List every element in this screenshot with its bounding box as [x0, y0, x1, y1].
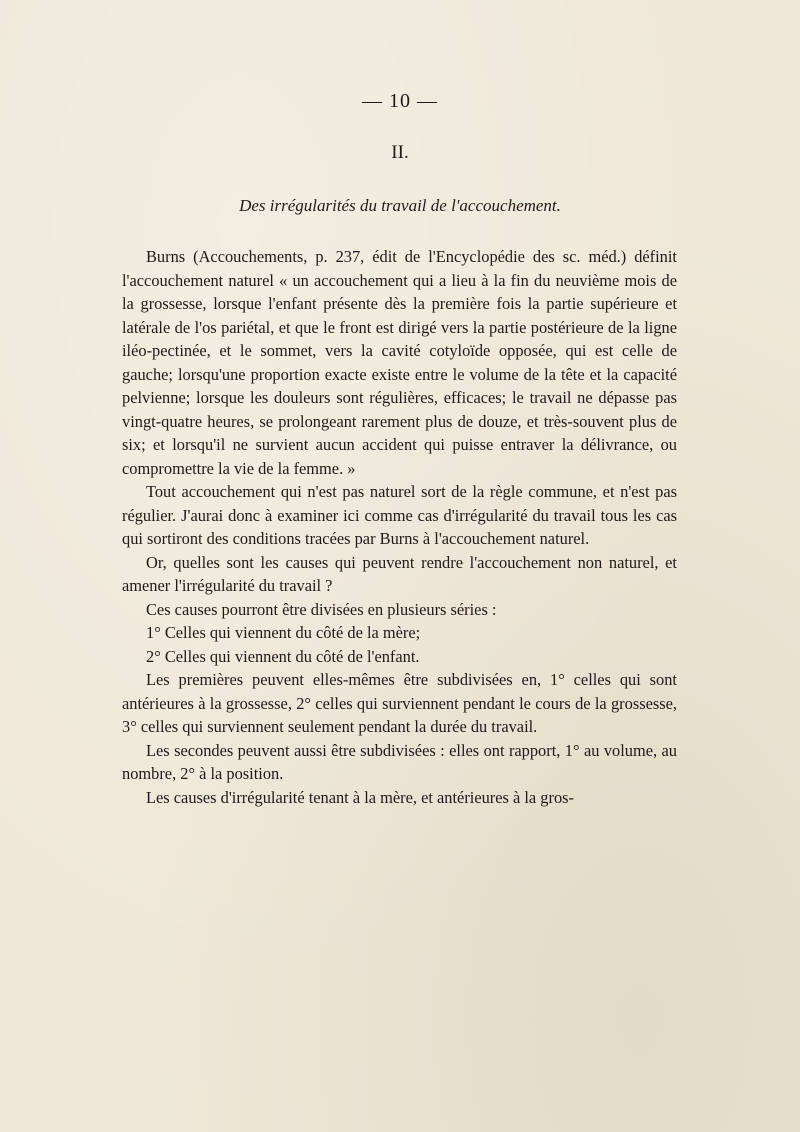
section-title: Des irrégularités du travail de l'accouchement.: [239, 196, 561, 215]
body-text: [122, 245, 677, 809]
paragraph-burns-definition: Burns (Accouchements, p. 237, édit de l'Encyclopédie des sc. méd.) définit l'accouchement naturel « un accouchement qui a lieu à la fin du neuvième mois de la grossesse, lorsque l'enfant présente dès la première fois la partie supérieure et latérale de l'os pariétal, et que le front est dirigé vers la partie postérieure de la ligne iléo-pectinée, et le sommet, vers la cavité cotyloïde opposée, qui est celle de gauche; lorsqu'une proportion exacte existe entre le volume de la tête et la capacité pelvienne; lorsque les douleurs sont régulières, efficaces; le travail ne dépasse pas vingt-quatre heures, se prolongeant rarement plus de douze, et très-souvent plus de six; et lorsqu'il ne survient aucun accident qui puisse entraver la délivrance, ou compromettre la vie de la femme. »: [122, 247, 677, 478]
paragraph-secondes: Les secondes peuvent aussi être subdivisées : elles ont rapport, 1° au volume, au nombre, 2° à la position.: [122, 740, 677, 783]
paragraph-question: Or, quelles sont les causes qui peuvent rendre l'accouchement non naturel, et amener l'irrégularité du travail ?: [122, 552, 677, 595]
paragraph-premieres: Les premières peuvent elles-mêmes être subdivisées en, 1° celles qui sont antérieures à la grossesse, 2° celles qui surviennent pendant le cours de la grossesse, 3° celles qui surviennent seulement pendant la durée du travail.: [122, 670, 677, 736]
section-number: II.: [391, 142, 409, 163]
series-item-child: 2° Celles qui viennent du côté de l'enfant.: [146, 646, 420, 666]
page-number: — 10 —: [362, 90, 438, 112]
paragraph-regularity: Tout accouchement qui n'est pas naturel sort de la règle commune, et n'est pas régulier. J'aurai donc à examiner ici comme cas d'irrégularité du travail tous les cas qui sortiront des conditions tracées par Burns à l'accouchement naturel.: [122, 482, 677, 548]
series-intro: Ces causes pourront être divisées en plusieurs séries :: [146, 599, 497, 619]
paragraph-causes: Les causes d'irrégularité tenant à la mère, et antérieures à la gros-: [146, 787, 574, 807]
series-item-mother: 1° Celles qui viennent du côté de la mère;: [146, 623, 421, 642]
